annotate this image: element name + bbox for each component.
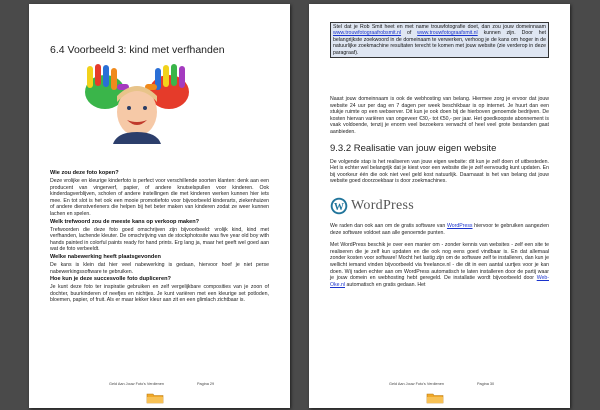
box-text: kunnen zijn. Door het belangrijkste zoekwoord in de domeinaam te verwerken, verhoog je de kans om hoger in de natuurlijke zoekmachine resultaten terecht te komen met jouw website (zie verderop in deze paragraaf). [333, 30, 546, 56]
text: Met WordPress beschik je over een manier om - zonder kennis van websites - zelf een site te realiseren die je zelf kun updaten en die ook nog eens goed vindbaar is. En dat allemaal zonder kosten voor software! Mocht het lastig zijn om de software zelf te installeren, dan kun je wellicht iemand vinden bijvoorbeeld via freelance.nl - die dit in een aantal uurtjes voor je kan doen. Wij raden echter aan om WordPress automatisch te laten installeren door de partij waar je jouw domein en webhosting hebt geregeld. De installatie wordt bijvoorbeeld door [330, 242, 549, 282]
paragraph-recommend [330, 223, 549, 236]
right-page [309, 4, 570, 408]
domain-link-1[interactable]: www.trouwfotograafrobsmit.nl [333, 30, 402, 37]
paragraph-webhosting: Naast jouw domeinnaam is ook de webhosting van belang. Hiermee zorg je ervoor dat jouw website 24 uur per dag en 7 dagen per week beschikbaar is op internet. Je huurt dan een stukje ruimte op een webserver. Dit kun je ook doen bij de hierboven genoemde bedrijven. De kosten hiervan variëren van ongeveer €30,- tot €50,- per jaar. Het goedkoopste abonnement is vaak voldoende, tenzij je enorm veel bezoekers verwacht of heel veel grote bestanden gaat aanbieden. [330, 96, 549, 135]
heading-keyword: Welk trefwoord zou de meeste kans op verkoop maken? [50, 218, 200, 225]
wordpress-logo [330, 195, 549, 217]
section-title: 9.3.2 Realisatie van jouw eigen website [330, 142, 497, 154]
wordpress-icon [330, 197, 348, 215]
heading-who-buys: Wie zou deze foto kopen? [50, 170, 119, 176]
paragraph-duplicate: Je kunt deze foto ter inspiratie gebruiken en zelf vergelijkbare composities van je zoon of dochter, buurkinderen of neefjes en nichtjes. Je kunt variëren met een kleurige set potloden, bloemen, papier, of fruit. Als er maar lekker kleur aan zit en een glimlach zichtbaar is. [50, 284, 269, 304]
footer-title: Geld Aan Jouw Foto's Verdienen [109, 382, 164, 386]
left-page [29, 4, 290, 408]
page-footer [29, 382, 290, 390]
domain-link-2[interactable]: www.trouwfotograafsmit.nl [417, 30, 478, 37]
paragraph-wordpress [330, 242, 549, 288]
paragraph-realisation: De volgende stap is het realiseren van jouw eigen website: dit kun je zelf doen of uitbesteden. Het is echter wel belangrijk dat je kiest voor een website die je zelf eenvoudig kunt updaten. En bij voorkeur één die ook niet veel geld kost natuurlijk. Daarnaast is het van belang dat jouw website goed doorzoekbaar is door zoekmachines. [330, 158, 549, 185]
paragraph-who-buys: Deze vrolijke en kleurige kinderfoto is perfect voor verschillende soorten klanten: denk aan een producent van vingerverf, papier, of andere knutselspullen voor kinderen. Ook kinderdagverblijven, scholen of andere instellingen die met kinderen werken kunnen hier iets mee. En tot slot is het ook een mooie promotiefoto voor bijvoorbeeld kinderarts, ziekenhuizen of andere dienstverleners die helpen bij het beter maken van kinderen zodat ze weer kunnen lachen en spelen. [50, 178, 269, 217]
wordpress-wordmark: WordPress [351, 197, 415, 213]
footer-page-number: Pagina 29 [197, 382, 215, 386]
footer-page-number: Pagina 30 [477, 382, 495, 386]
folder-icon [426, 392, 444, 404]
wordpress-link[interactable]: WordPress [446, 222, 473, 229]
heading-post-processing: Welke nabewerking heeft plaatsgevonden [50, 253, 161, 260]
text: hiervoor te gebruiken aangezien deze software voldoet aan alle genoemde punten. [330, 222, 549, 236]
highlighted-text-box [330, 22, 549, 58]
box-text: of [401, 30, 418, 37]
child-painted-hands-photo [77, 62, 197, 144]
footer-title: Geld Aan Jouw Foto's Verdienen [389, 382, 444, 386]
paragraph-post-processing: De kans is klein dat hier veel nabewerking is gedaan, hiervoor hoef je niet perse nabewerkingssoftware te gebruiken. [50, 261, 269, 275]
heading-duplicate: Hoe kun je deze succesvolle foto dupliceren? [50, 276, 171, 283]
folder-icon [146, 392, 164, 404]
page-footer [309, 382, 570, 390]
section-title: 6.4 Voorbeeld 3: kind met verfhanden [50, 44, 225, 56]
text: We raden dan ook aan om de gratis software van [330, 222, 447, 229]
box-text: Stel dat je Rob Smit heet en met name trouwfotografie doet, dan zou jouw domeinnaam [333, 24, 546, 30]
web-oke-link[interactable]: Web-Oke.nl [330, 275, 549, 288]
paragraph-keyword: Trefwoorden die deze foto goed omschrijven zijn bijvoorbeeld: vrolijk kind, kind met verfhanden, lachende kleuter. De omschrijving van de stockphotosite was five year old boy with hands painted in colorful paints ready for hand prints. Erg lang ja, maar het geeft wel goed aan wat de foto verbeeldt. [50, 226, 269, 253]
text: automatisch en gratis gedaan. Het [345, 281, 426, 288]
svg-text:W: W [334, 201, 344, 213]
